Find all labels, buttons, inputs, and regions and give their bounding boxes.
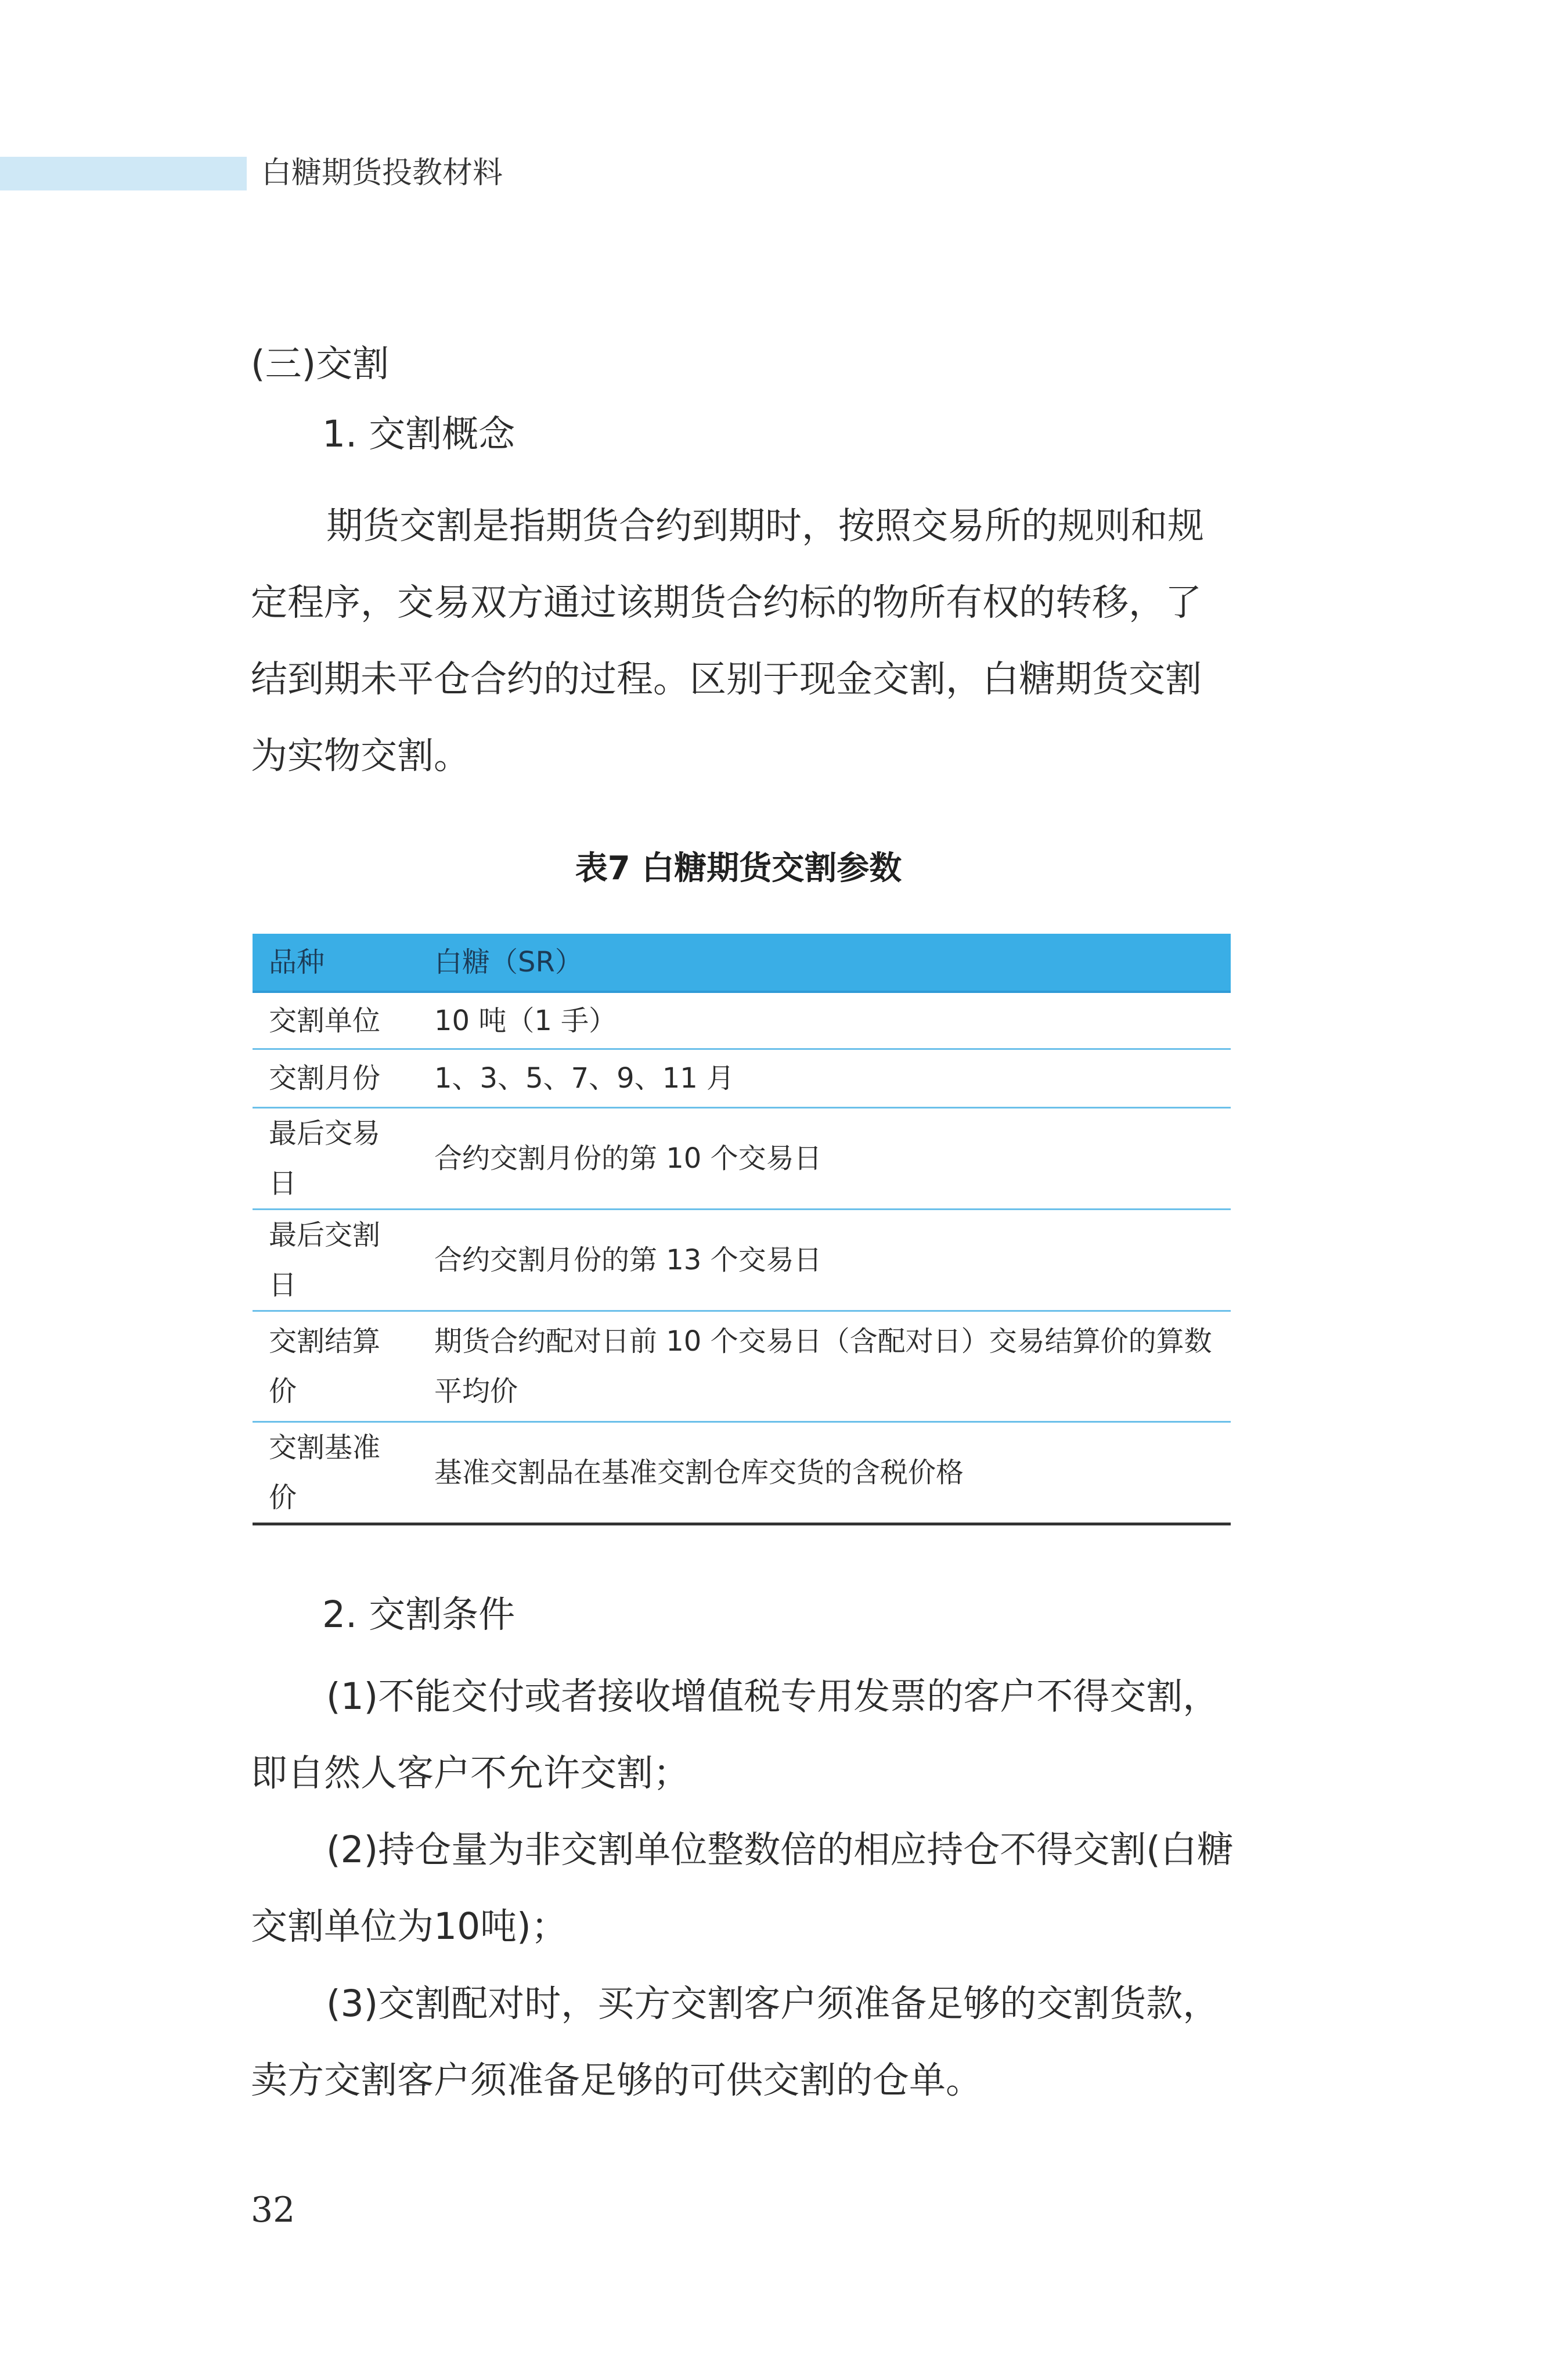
row-label: 最后交割日 (253, 1210, 418, 1311)
table-row (253, 1422, 1231, 1524)
header-accent-band (0, 157, 247, 190)
page-number: 32 (251, 2190, 295, 2230)
row-label: 交割结算价 (253, 1311, 418, 1422)
table-caption: 表7 白糖期货交割参数 (575, 850, 902, 887)
condition-1 (251, 1658, 1238, 1812)
paragraph-line: 定程序，交易双方通过该期货合约标的物所有权的转移，了 (251, 581, 1202, 624)
table-header-value: 白糖（SR） (418, 934, 1231, 992)
row-label: 交割月份 (253, 1049, 418, 1108)
table-row (253, 1210, 1231, 1311)
table-row (253, 992, 1231, 1049)
paragraph-line: (3)交割配对时，买方交割客户须准备足够的交割货款， (326, 1982, 1220, 2025)
table-row (253, 1049, 1231, 1108)
delivery-parameters-table (253, 934, 1231, 1525)
paragraph-line: (2)持仓量为非交割单位整数倍的相应持仓不得交割(白糖 (326, 1829, 1234, 1871)
paragraph-delivery-concept (251, 488, 1238, 794)
running-header-title: 白糖期货投教材料 (261, 156, 503, 190)
condition-2 (251, 1812, 1238, 1965)
paragraph-line: 交割单位为10吨)； (251, 1905, 568, 1948)
row-label: 最后交易日 (253, 1108, 418, 1210)
row-label: 交割基准价 (253, 1422, 418, 1524)
paragraph-line: (1)不能交付或者接收增值税专用发票的客户不得交割， (326, 1675, 1220, 1718)
table-row (253, 1311, 1231, 1422)
condition-3 (251, 1966, 1238, 2119)
paragraph-line: 结到期未平仓合约的过程。区别于现金交割，白糖期货交割 (251, 658, 1202, 700)
paragraph-line: 即自然人客户不允许交割； (251, 1752, 690, 1794)
row-value: 10 吨（1 手） (418, 992, 1231, 1049)
table-header-label: 品种 (253, 934, 418, 992)
section-heading: (三)交割 (251, 343, 390, 385)
row-value: 合约交割月份的第 13 个交易日 (418, 1210, 1231, 1311)
subsection-heading-2: 2. 交割条件 (322, 1593, 516, 1636)
row-value: 期货合约配对日前 10 个交易日（含配对日）交易结算价的算数平均价 (418, 1311, 1231, 1422)
paragraph-line: 期货交割是指期货合约到期时，按照交易所的规则和规 (326, 505, 1204, 547)
row-label: 交割单位 (253, 992, 418, 1049)
subsection-heading-1: 1. 交割概念 (322, 413, 516, 455)
row-value: 合约交割月份的第 10 个交易日 (418, 1108, 1231, 1210)
row-value: 基准交割品在基准交割仓库交货的含税价格 (418, 1422, 1231, 1524)
table-row (253, 1108, 1231, 1210)
paragraph-line: 为实物交割。 (251, 735, 470, 777)
table-header-row (253, 934, 1231, 992)
paragraph-line: 卖方交割客户须准备足够的可供交割的仓单。 (251, 2059, 982, 2101)
row-value: 1、3、5、7、9、11 月 (418, 1049, 1231, 1108)
